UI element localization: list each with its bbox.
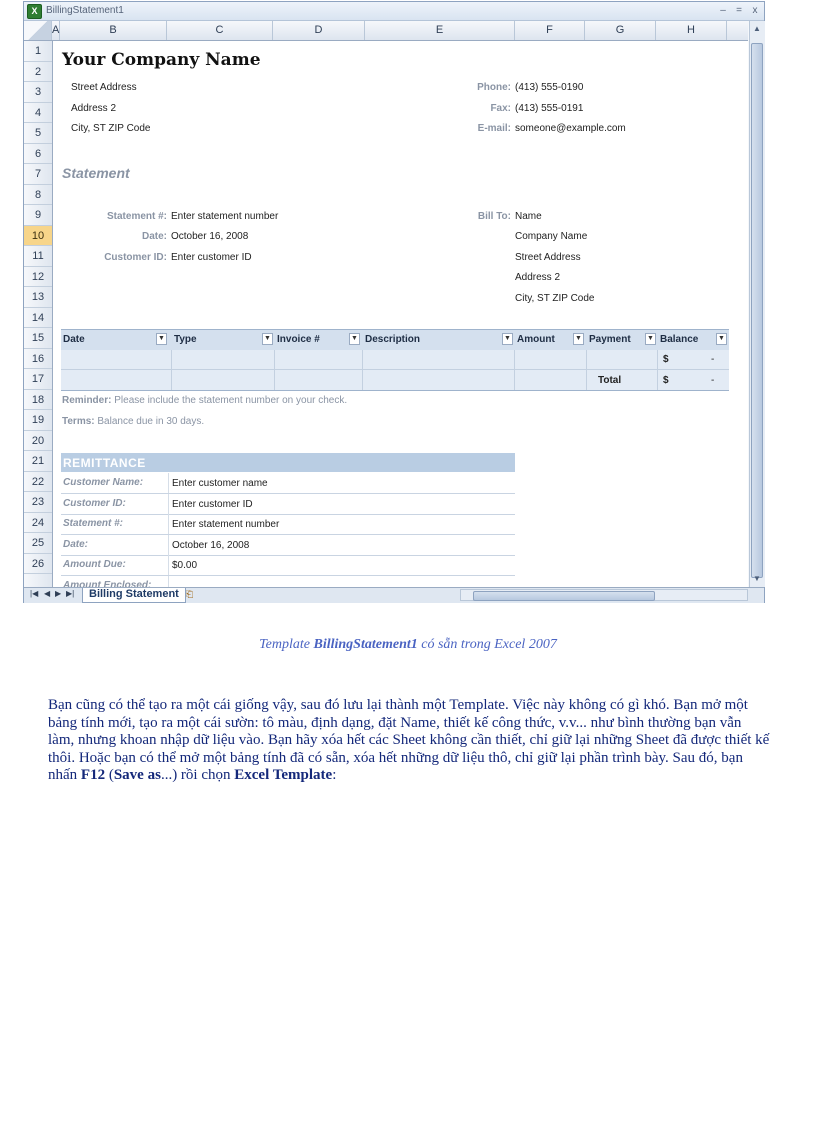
company-city[interactable]: City, ST ZIP Code — [71, 123, 151, 134]
column-header-d[interactable]: D — [273, 21, 365, 40]
caption-prefix: Template — [259, 637, 314, 652]
bill-to-company[interactable]: Company Name — [515, 231, 588, 242]
company-name[interactable]: Your Company Name — [62, 50, 261, 70]
vertical-scrollbar[interactable] — [749, 21, 765, 587]
header-date: Date — [63, 334, 85, 345]
bill-to-name[interactable]: Name — [515, 211, 542, 222]
filter-dropdown-balance[interactable]: ▼ — [716, 333, 727, 345]
cell-divider — [657, 370, 658, 390]
window-titlebar — [24, 2, 764, 21]
filter-dropdown-payment[interactable]: ▼ — [645, 333, 656, 345]
remittance-row[interactable] — [61, 555, 515, 576]
remittance-customer-name-value[interactable]: Enter customer name — [172, 478, 268, 489]
statement-date-label: Date: — [141, 231, 167, 242]
remittance-row[interactable] — [61, 473, 515, 494]
bill-to-city[interactable]: City, ST ZIP Code — [515, 293, 595, 304]
scroll-up-icon[interactable]: ▲ — [753, 24, 761, 33]
email-value[interactable]: someone@example.com — [515, 123, 626, 134]
filter-dropdown-date[interactable]: ▼ — [156, 333, 167, 345]
horizontal-scroll-thumb[interactable] — [473, 591, 655, 601]
paragraph-text-1: Bạn cũng có thể tạo ra một cái giống vậy, sau đó lưu lại thành một Template. Việc này không có gì khó. Bạn mở một bảng tính mới, tạo ra một cái sườn: tô màu, định dạng, đặt Name, thiết kế công thức, v.v... như bình thường bạn vẫn làm, nhưng khoan nhập dữ liệu vào. Bạn hãy xóa hết các Sheet không cần thiết, chỉ giữ lại những Sheet đã được thiết kế thôi. Hoặc bạn có thể mở một bảng tính đã có sẵn, xóa hết những dữ liệu thô, chỉ giữ lại phần trình bày. Sau đó, bạn nhấn — [48, 697, 770, 783]
sheet-tab-billing-statement[interactable]: Billing Statement — [82, 588, 186, 603]
row-header-7[interactable]: 7 — [24, 164, 52, 185]
row-header-19[interactable]: 19 — [24, 410, 52, 431]
row-header-15[interactable]: 15 — [24, 328, 52, 349]
row-header-12[interactable]: 12 — [24, 267, 52, 288]
row-header-23[interactable]: 23 — [24, 492, 52, 513]
column-header-b[interactable]: B — [60, 21, 167, 40]
caption-suffix: có sẵn trong Excel 2007 — [417, 637, 557, 652]
row-header-14[interactable]: 14 — [24, 308, 52, 329]
filter-dropdown-amount[interactable]: ▼ — [573, 333, 584, 345]
cell-divider — [168, 555, 169, 575]
statement-number-label: Statement #: — [106, 211, 167, 222]
customer-id-value[interactable]: Enter customer ID — [171, 252, 252, 263]
column-header-e[interactable]: E — [365, 21, 515, 40]
filter-dropdown-type[interactable]: ▼ — [262, 333, 273, 345]
filter-dropdown-description[interactable]: ▼ — [502, 333, 513, 345]
fax-value[interactable]: (413) 555-0191 — [515, 103, 584, 114]
cell-divider — [168, 576, 169, 587]
insert-sheet-icon[interactable]: ⎗ — [186, 589, 194, 599]
header-balance: Balance — [660, 334, 699, 345]
statement-number-value[interactable]: Enter statement number — [171, 211, 279, 222]
close-button[interactable]: x — [752, 5, 758, 16]
table-header-row — [61, 329, 729, 351]
vertical-scroll-thumb[interactable] — [751, 43, 763, 578]
terms-label: Terms: — [62, 416, 95, 427]
remittance-amount-due-value[interactable]: $0.00 — [172, 560, 198, 571]
cell-divider — [274, 350, 275, 369]
row-balance-value: - — [711, 354, 715, 365]
row-header-21[interactable]: 21 — [24, 451, 52, 472]
company-address2[interactable]: Address 2 — [71, 103, 117, 114]
figure-caption — [0, 637, 816, 653]
row-header-18[interactable]: 18 — [24, 390, 52, 411]
remittance-date-label: Date: — [63, 539, 89, 550]
row-header-25[interactable]: 25 — [24, 533, 52, 554]
paragraph-text-4: : — [332, 767, 337, 783]
column-headers — [24, 21, 748, 41]
minimize-button[interactable]: – — [720, 5, 726, 16]
paragraph-text-2: ( — [105, 767, 114, 783]
remittance-header — [61, 453, 515, 472]
cell-divider — [362, 350, 363, 369]
cell-divider — [514, 350, 515, 369]
row-header-22[interactable]: 22 — [24, 472, 52, 493]
remittance-statement-value[interactable]: Enter statement number — [172, 519, 280, 530]
remittance-customer-name-label: Customer Name: — [63, 477, 144, 488]
remittance-date-value[interactable]: October 16, 2008 — [172, 540, 250, 551]
remittance-row[interactable] — [61, 535, 515, 556]
row-headers — [24, 41, 53, 587]
company-street[interactable]: Street Address — [71, 82, 137, 93]
remittance-row[interactable] — [61, 494, 515, 515]
terms-text: Balance due in 30 days. — [97, 416, 205, 427]
table-row[interactable] — [61, 350, 729, 370]
header-description: Description — [365, 334, 421, 345]
remittance-row[interactable] — [61, 576, 515, 587]
window-title: BillingStatement1 — [46, 5, 124, 16]
remittance-statement-label: Statement #: — [63, 518, 124, 529]
column-header-c[interactable]: C — [167, 21, 273, 40]
table-total-row[interactable] — [61, 370, 729, 391]
column-header-a[interactable]: A — [52, 21, 60, 40]
row-balance-currency: $ — [663, 354, 669, 365]
row-header-20[interactable]: 20 — [24, 431, 52, 452]
select-all-corner[interactable] — [24, 21, 52, 40]
cell-divider — [586, 350, 587, 369]
row-header-2[interactable]: 2 — [24, 62, 52, 83]
paragraph-excel-template: Excel Template — [234, 767, 333, 783]
row-header-4[interactable]: 4 — [24, 103, 52, 124]
cell-divider — [586, 370, 587, 390]
paragraph-save-as: Save as — [113, 767, 161, 783]
bill-to-label: Bill To: — [477, 211, 511, 222]
row-header-8[interactable]: 8 — [24, 185, 52, 206]
reminder-label: Reminder: — [62, 395, 112, 406]
worksheet-grid[interactable] — [53, 41, 748, 587]
row-header-6[interactable]: 6 — [24, 144, 52, 165]
phone-label: Phone: — [477, 82, 511, 93]
remittance-amount-enclosed-label: Amount Enclosed: — [63, 580, 152, 587]
fax-label: Fax: — [490, 103, 511, 114]
row-header-9[interactable]: 9 — [24, 205, 52, 226]
paragraph-key-f12: F12 — [80, 767, 106, 783]
remittance-customer-id-value[interactable]: Enter customer ID — [172, 499, 253, 510]
restore-button[interactable]: = — [736, 5, 742, 16]
row-header-24[interactable]: 24 — [24, 513, 52, 534]
cell-divider — [514, 370, 515, 390]
excel-window — [23, 1, 765, 603]
remittance-customer-id-label: Customer ID: — [63, 498, 126, 509]
sheet-tab-bar — [24, 587, 764, 603]
remittance-amount-due-label: Amount Due: — [63, 559, 126, 570]
terms-note[interactable] — [62, 416, 204, 427]
statement-heading[interactable]: Statement — [62, 165, 130, 181]
row-header-1[interactable]: 1 — [24, 41, 52, 62]
prev-sheet-icon[interactable]: ◀ — [44, 589, 51, 598]
cell-divider — [171, 350, 172, 369]
row-header-16[interactable]: 16 — [24, 349, 52, 370]
row-header-10[interactable]: 10 — [24, 226, 52, 247]
bill-to-address2[interactable]: Address 2 — [515, 272, 561, 283]
cell-divider — [171, 370, 172, 390]
horizontal-scrollbar[interactable] — [460, 589, 748, 601]
body-paragraph — [48, 697, 770, 785]
total-value: - — [711, 375, 715, 386]
header-amount: Amount — [517, 334, 555, 345]
cell-divider — [274, 370, 275, 390]
column-header-f[interactable]: F — [515, 21, 585, 40]
excel-app-icon[interactable]: X — [27, 4, 42, 19]
reminder-text: Please include the statement number on your check. — [114, 395, 348, 406]
paragraph-text-3: ...) rồi chọn — [160, 767, 235, 783]
cell-divider — [168, 473, 169, 493]
header-payment: Payment — [589, 334, 631, 345]
header-invoice: Invoice # — [277, 334, 320, 345]
row-header-13[interactable]: 13 — [24, 287, 52, 308]
total-label: Total — [598, 375, 622, 386]
row-header-3[interactable]: 3 — [24, 82, 52, 103]
email-label: E-mail: — [477, 123, 511, 134]
reminder-note[interactable] — [62, 395, 347, 406]
remittance-row[interactable] — [61, 514, 515, 535]
row-header-11[interactable]: 11 — [24, 246, 52, 267]
row-header-5[interactable]: 5 — [24, 123, 52, 144]
remittance-title: REMITTANCE — [63, 456, 146, 470]
row-header-26[interactable]: 26 — [24, 554, 52, 575]
last-sheet-icon[interactable]: ▶| — [66, 589, 75, 598]
cell-divider — [362, 370, 363, 390]
column-header-g[interactable]: G — [585, 21, 656, 40]
row-header-17[interactable]: 17 — [24, 369, 52, 390]
column-header-h[interactable]: H — [656, 21, 727, 40]
customer-id-label: Customer ID: — [104, 252, 167, 263]
cell-divider — [168, 494, 169, 514]
next-sheet-icon[interactable]: ▶ — [55, 589, 62, 598]
first-sheet-icon[interactable]: |◀ — [30, 589, 39, 598]
cell-divider — [168, 514, 169, 534]
scroll-down-icon[interactable]: ▼ — [753, 574, 761, 583]
cell-divider — [657, 350, 658, 369]
filter-dropdown-invoice[interactable]: ▼ — [349, 333, 360, 345]
phone-value[interactable]: (413) 555-0190 — [515, 82, 584, 93]
header-type: Type — [174, 334, 197, 345]
cell-divider — [168, 535, 169, 555]
bill-to-street[interactable]: Street Address — [515, 252, 581, 263]
statement-date-value[interactable]: October 16, 2008 — [171, 231, 249, 242]
total-currency: $ — [663, 375, 669, 386]
caption-template-name: BillingStatement1 — [313, 637, 418, 652]
